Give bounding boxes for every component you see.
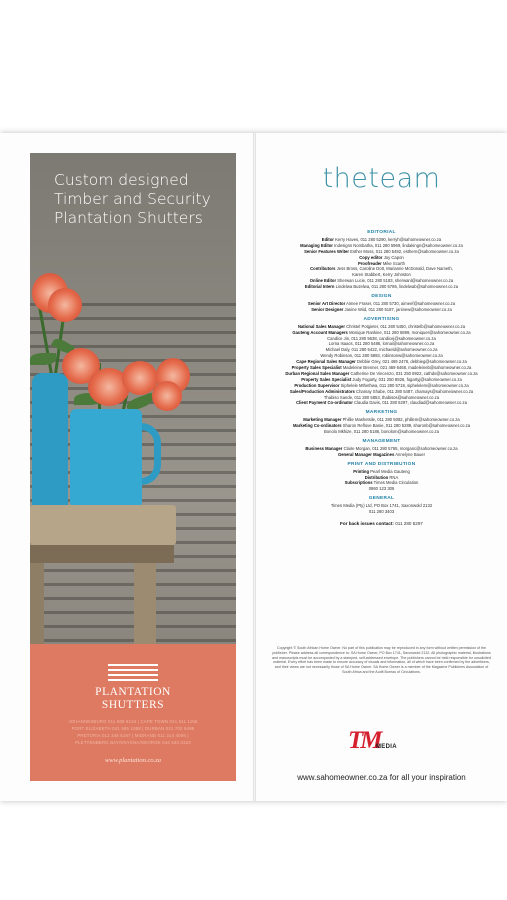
credit-detail: Claudia Davis, 011 280 5297, claudiad@sahomeowner.co.za bbox=[354, 400, 467, 406]
credit-role: Sales/Production Administrators bbox=[289, 388, 355, 394]
credit-role: Senior Art Director bbox=[307, 300, 346, 306]
wooden-table-leg bbox=[30, 563, 44, 645]
wooden-table-edge bbox=[30, 545, 174, 563]
logo-mark: TM bbox=[348, 727, 380, 754]
section-heading: EDITORIAL bbox=[367, 230, 396, 235]
footer-tagline-text: for all your inspiration bbox=[387, 773, 466, 782]
contact-line: PLETTENBERG BAY/KNYSNA/GEORGE 044 533 0323 bbox=[75, 740, 191, 745]
credit-detail: Thabiso Sande, 011 280 5853, thabisos@sahomeowner.co.za bbox=[323, 394, 440, 400]
contact-line: PRETORIA 012 348 5187 | MIDRAND 011 314 4006 | bbox=[77, 733, 189, 738]
masthead-page bbox=[256, 133, 507, 801]
credit-role: Property Sales Specialist bbox=[291, 365, 342, 371]
contact-line: PORT ELIZABETH 041 585 1088 | DURBAN 031 702 9495 bbox=[71, 726, 195, 731]
protea-flower bbox=[48, 288, 82, 322]
brand-name bbox=[30, 686, 236, 712]
section-heading: ADVERTISING bbox=[363, 316, 400, 322]
credit-detail: Lorna Isaacs, 011 280 5486, lornai@sahomeowner.co.za bbox=[328, 341, 435, 347]
credit-line bbox=[260, 284, 503, 290]
magazine-spread bbox=[0, 133, 507, 801]
credit-role: National Sales Manager bbox=[297, 323, 345, 329]
back-issues-number: 011 280 5297 bbox=[395, 520, 423, 526]
ad-headline bbox=[54, 171, 224, 228]
credit-detail: Michael Daly, 011 280 5422, michaeld@sahomeowner.co.za bbox=[325, 347, 438, 353]
shutter-slat bbox=[30, 583, 236, 586]
section-heading: PRINT AND DISTRIBUTION bbox=[347, 461, 416, 467]
ad-headline-line: Plantation Shutters bbox=[54, 209, 203, 227]
shutter-slat bbox=[30, 569, 236, 572]
credit-role: Subscriptions bbox=[344, 480, 373, 486]
credit-detail: Judy Fogarty, 031 250 8926, fogartyj@sahomeowner.co.za bbox=[352, 376, 462, 382]
credit-line bbox=[260, 509, 503, 515]
credit-detail: Christel Potgieter, 011 280 5450, christelb@sahomeowner.co.za bbox=[346, 323, 466, 329]
credit-detail: Wendy Robinson, 011 280 5893, robinsonw@sahomeowner.co.za bbox=[320, 353, 443, 359]
credit-detail: Debbie Grey, 021 469 2476, debbieg@sahomeowner.co.za bbox=[356, 359, 467, 365]
credit-detail: Aimee Fraser, 011 280 5730, aimeef@sahomeowner.co.za bbox=[346, 300, 456, 306]
credit-detail: 011 280 3403 bbox=[368, 509, 395, 515]
credit-detail: Sherwan Lucie, 011 280 5183, sherwanl@sahomeowner.co.za bbox=[337, 278, 454, 284]
protea-flower bbox=[152, 381, 182, 411]
credit-detail: Bonolo Mkhize, 011 280 5186, bonolom@sahomeowner.co.za bbox=[324, 429, 439, 435]
credit-role: Marketing Co-ordinators bbox=[292, 423, 342, 429]
credit-role: Gauteng Account Managers bbox=[292, 329, 348, 335]
brand-line: SHUTTERS bbox=[101, 699, 165, 711]
credit-role: Copy editor bbox=[359, 254, 383, 260]
credit-detail: Mike Scarth bbox=[382, 260, 406, 266]
credit-detail: Monique Rankine, 011 280 5899, moniquer@sahomeowner.co.za bbox=[349, 329, 471, 335]
credit-detail: Chamay Shabe, 011 280 5487, chamays@sahomeowner.co.za bbox=[356, 388, 474, 394]
credit-line bbox=[260, 429, 503, 435]
credit-role: Editor bbox=[321, 236, 334, 242]
credit-detail: Annelyne Bauer bbox=[395, 451, 426, 457]
credit-detail: Phillie Mashetsile, 011 280 5082, phillem@sahomeowner.co.za bbox=[342, 417, 460, 423]
credit-role: Durban Regional Sales Manager bbox=[285, 370, 350, 376]
shutter-slat bbox=[30, 625, 236, 628]
credit-detail: Siphelele Mthethwa, 011 280 5718, siphelelem@sahomeowner.co.za bbox=[340, 382, 469, 388]
section-heading: MARKETING bbox=[365, 410, 398, 416]
footer-tagline bbox=[256, 773, 507, 782]
shutters-logo-icon bbox=[108, 664, 158, 684]
ad-website-link[interactable]: www.plantation.co.za bbox=[104, 757, 162, 764]
credit-role: Distribution bbox=[364, 474, 389, 480]
credit-line bbox=[260, 400, 503, 406]
footer-url[interactable]: www.sahomeowner.co.za bbox=[297, 773, 388, 782]
shutter-slat bbox=[30, 611, 236, 614]
logo-word: MEDIA bbox=[376, 744, 397, 750]
contact-line: JOHANNESBURG 011 608 6124 | CAPE TOWN 021 511 1156 bbox=[68, 719, 198, 724]
credit-detail: Times Media Circulation bbox=[373, 480, 419, 486]
credit-detail: Janine Wiid, 011 280 5187, janinew@sahomeowner.co.za bbox=[344, 306, 452, 312]
credit-detail: Jess Bross, Caroline Dott, Marianne McDonald, Dave Nameth, bbox=[336, 266, 453, 272]
credit-role: Business Manager bbox=[305, 445, 343, 451]
credit-role: Printing bbox=[353, 468, 370, 474]
credit-detail: Esther Moss, 011 280 5492, esthern@sahomeowner.co.za bbox=[350, 248, 459, 254]
section-heading: DESIGN bbox=[371, 294, 392, 300]
credit-detail: Indesigns Nombatha, 011 280 5969, lindakingn@sahomeowner.co.za bbox=[334, 242, 463, 248]
ad-contact-details bbox=[44, 718, 222, 746]
credit-role: Contributors bbox=[310, 266, 336, 272]
credit-role: Production Supervisor bbox=[294, 382, 340, 388]
credit-detail: Karen Stabbert, Kerry Johnston bbox=[352, 272, 411, 278]
credit-line bbox=[260, 307, 503, 313]
shutter-slat bbox=[30, 597, 236, 600]
credit-detail: Claire Morgan, 011 280 5765, morganc@sahomeowner.co.za bbox=[343, 445, 458, 451]
credit-role: Client Payment Co-ordinator bbox=[296, 400, 353, 406]
staff-credits bbox=[260, 226, 503, 527]
credit-line bbox=[260, 452, 503, 458]
ad-headline-line: Custom designed bbox=[54, 171, 189, 189]
credit-detail: Pearl Media Gauteng bbox=[370, 468, 410, 474]
credit-detail: Times Media (Pty) Ltd, PO Box 1741, Saxonwold 2132 bbox=[330, 503, 433, 509]
credit-role: General Manager Magazines bbox=[337, 451, 395, 457]
credit-detail: Madeleine Brenner, 021 469 6468, madeleineb@sahomeowner.co.za bbox=[342, 365, 472, 371]
credit-detail: Sharon Reflove Banie, 011 280 5289, sharonb@sahomeowner.co.za bbox=[342, 423, 471, 429]
credit-detail: RNA bbox=[389, 474, 399, 480]
credit-role: Managing Editor bbox=[300, 242, 333, 248]
plantation-shutters-ad bbox=[30, 153, 236, 781]
credit-line bbox=[260, 486, 503, 492]
section-heading: MANAGEMENT bbox=[362, 439, 401, 444]
blue-jug bbox=[70, 409, 142, 511]
credit-detail: Candice Jin, 011 280 5638, candicej@sahomeowner.co.za bbox=[327, 335, 436, 341]
back-issues-contact bbox=[260, 521, 503, 527]
copyright-notice: Copyright © South African Home Owner. No part of this publication may be reproduced in any form without written permission of the publisher. Please address all correspondence to: SA Home Owner, PO Box 1741, Saxonwold 2132. All photographic material, illustrations and manuscripts must be accompanied by a stamped, self-addressed envelope. The publishers cannot be held responsible for unsolicited material. Every effort has been made to ensure accuracy of visuals and information, all of which have been confirmed by the advertisers, and their views are not necessarily those of SA Home Owner. SA Home Owner is a member of the Magazine Publishers Association of South Africa and the Audit Bureau of Circulations. bbox=[272, 646, 491, 674]
leaf bbox=[30, 353, 56, 365]
credit-role: Senior Features Writer bbox=[304, 248, 349, 254]
tm-media-logo bbox=[348, 727, 408, 757]
credit-role: Proofreader bbox=[357, 260, 382, 266]
credit-detail: Joy Capon bbox=[383, 254, 404, 260]
credit-role: Marketing Manager bbox=[303, 417, 342, 423]
back-issues-label: For back issues contact: bbox=[340, 520, 394, 526]
blue-vase bbox=[32, 373, 68, 521]
credit-role: Senior Designer bbox=[311, 306, 344, 312]
credit-role: Online Editor bbox=[309, 278, 337, 284]
credit-role: Property Sales Specialist bbox=[301, 376, 352, 382]
section-heading: GENERAL bbox=[368, 496, 395, 502]
ad-headline-line: Timber and Security bbox=[54, 190, 211, 208]
credit-detail: 0860 123 306 bbox=[368, 486, 395, 492]
brand-line: PLANTATION bbox=[95, 686, 171, 698]
page-title: theteam bbox=[322, 163, 441, 194]
shutter-slat bbox=[30, 639, 236, 642]
credit-role: Editorial Intern bbox=[304, 284, 335, 290]
wooden-table-leg bbox=[134, 563, 156, 645]
credit-detail: Lindelwa Buzelwa, 011 280 5786, lindelwab@sahomeowner.co.za bbox=[335, 284, 459, 290]
ad-contact-panel bbox=[30, 644, 236, 781]
credit-detail: Catherine De Vincenzo, 031 250 8922, cathdv@sahomeowner.co.za bbox=[350, 370, 478, 376]
credit-role: Cape Regional Sales Manager bbox=[296, 359, 356, 365]
credit-detail: Kerry Haves, 011 280 5290, kerryh@sahomeowner.co.za bbox=[335, 236, 442, 242]
wooden-table-top bbox=[30, 505, 176, 545]
